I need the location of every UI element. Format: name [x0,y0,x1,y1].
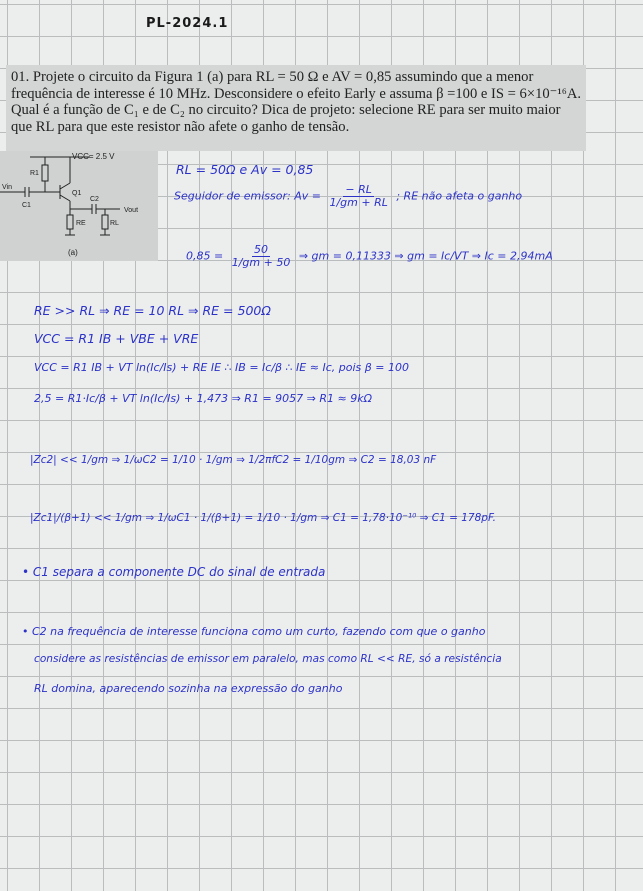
fig-c2-label: C2 [90,196,99,203]
seguidor-label: Seguidor de emissor: [174,189,291,203]
eq1-lhs: 0,85 = [186,249,224,263]
c1-line: |Zc1|/(β+1) << 1/gm ⇒ 1/ωC1 · 1/(β+1) = 1/10 · 1/gm ⇒ C1 = 1,78·10⁻¹⁰ ⇒ C1 = 178pF. [30,512,496,524]
vcc-line-3: 2,5 = R1·Ic/β + VT ln(Ic/Is) + 1,473 ⇒ R1 = 9057 ⇒ R1 ≈ 9kΩ [34,392,372,405]
fig-vin-label: Vin [2,184,12,191]
question-text: 01. Projete o circuito da Figura 1 (a) para RL = 50 Ω e AV = 0,85 assumindo que a menor frequência de interesse é 10 MHz. Desconsidere o efeito Early e assuma β =100 e IS = 6×10⁻¹⁶A. Qual é a função de C₁ e de C₂ no circuito? Dica de projeto: selecione RE para ser muito maior que RL para que este resistor não afete o ganho de tensão. [6,65,586,151]
eq1-rhs: ⇒ gm = 0,11333 ⇒ gm = Ic/VT ⇒ Ic = 2,94mA [298,249,553,263]
fig-rl-label: RL [110,220,119,227]
circuit-figure [0,151,158,261]
vcc-line-2: VCC = R1 IB + VT ln(Ic/Is) + RE IE ∴ IB = Ic/β ∴ IE ≈ Ic, pois β = 100 [34,361,409,374]
fig-vcc-label: VCC= 2.5 V [72,152,115,161]
note-c1: • C1 separa a componente DC do sinal de entrada [22,565,326,579]
fig-vout-label: Vout [124,207,139,214]
fig-r1-label: R1 [30,170,39,177]
av-denominator: 1/gm + RL [329,196,388,210]
fig-re-label: RE [76,220,86,227]
gm-equation [186,244,553,269]
fig-q1-label: Q1 [72,190,82,197]
note-c2-line-3: RL domina, aparecendo sozinha na expressão do ganho [34,682,343,695]
av-fraction [327,184,389,209]
re-note: ; RE não afeta o ganho [396,189,523,203]
header-code: PL-2024.1 [146,16,229,31]
eq1-denominator: 1/gm + 50 [231,256,291,270]
re-line: RE >> RL ⇒ RE = 10 RL ⇒ RE = 500Ω [34,303,271,318]
av-numerator: − RL [345,183,372,196]
circuit-diagram [0,151,158,261]
fig-caption: (a) [68,248,78,257]
av-lhs: Av = [294,189,321,203]
note-c2-line-2: considere as resistências de emissor em paralelo, mas como RL << RE, só a resistência [34,653,502,665]
eq1-fraction [230,244,293,269]
note-c2-line-1: • C2 na frequência de interesse funciona como um curto, fazendo com que o ganho [22,625,486,638]
eq1-numerator: 50 [254,243,269,256]
given-values: RL = 50Ω e Av = 0,85 [176,162,314,177]
fig-c1-label: C1 [22,202,31,209]
av-expression [174,184,522,209]
c2-line: |Zc2| << 1/gm ⇒ 1/ωC2 = 1/10 · 1/gm ⇒ 1/2πfC2 = 1/10gm ⇒ C2 = 18,03 nF [30,454,437,466]
vcc-line-1: VCC = R1 IB + VBE + VRE [34,331,199,346]
